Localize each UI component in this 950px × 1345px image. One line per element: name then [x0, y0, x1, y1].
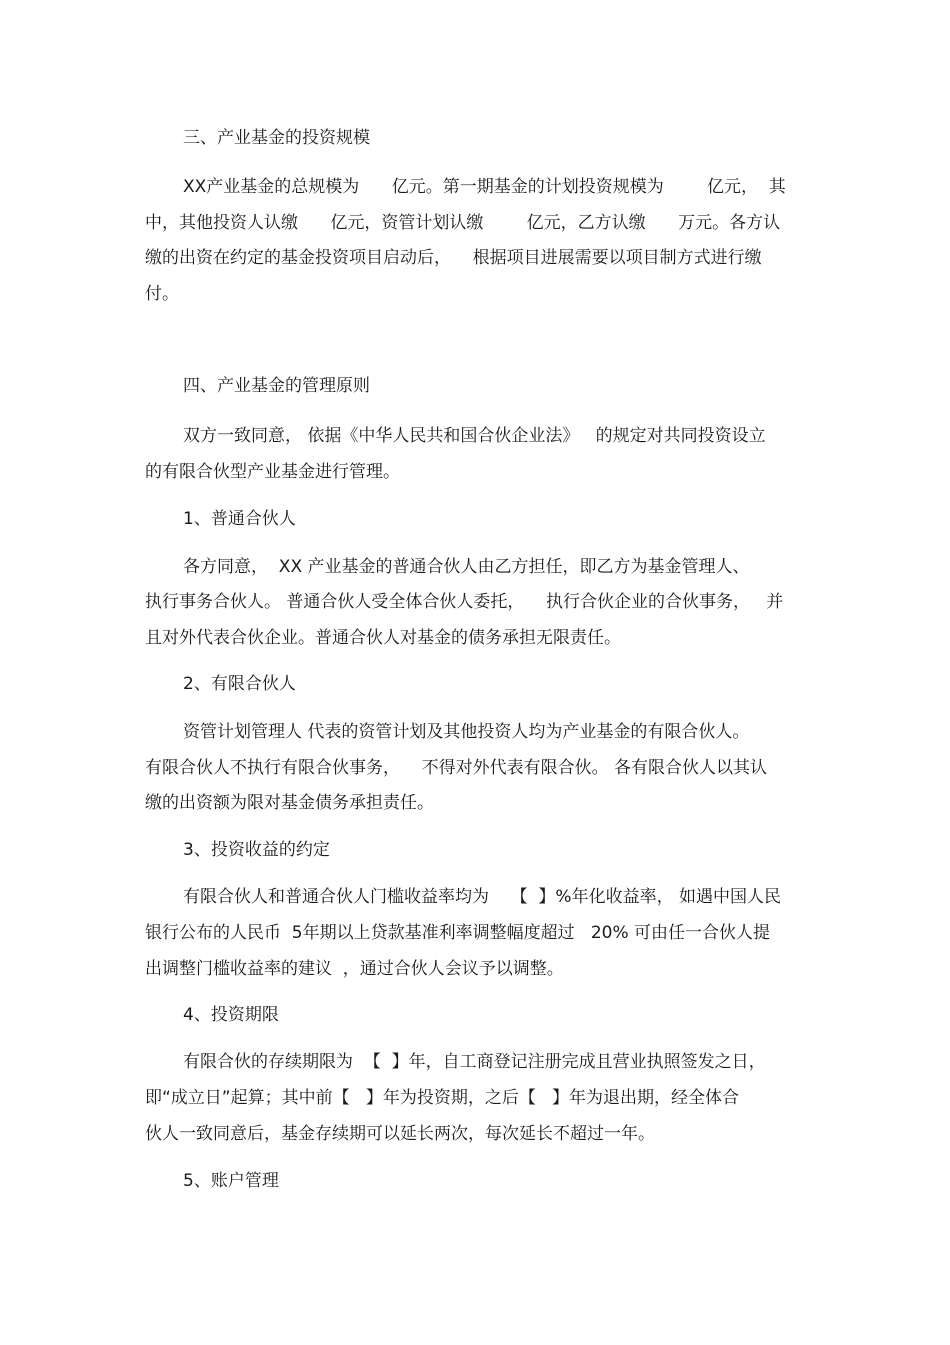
section-4-intro-line-2: 的有限合伙型产业基金进行管理。 — [145, 462, 400, 482]
item-1-line-1: 各方同意， XX 产业基金的普通合伙人由乙方担任，即乙方为基金管理人、 — [183, 557, 750, 577]
item-4-heading: 4、投资期限 — [183, 1005, 279, 1025]
section-4-intro-line-1: 双方一致同意， 依据《中华人民共和国合伙企业法》 的规定对共同投资设立 — [183, 426, 766, 446]
section-3-line-3: 缴的出资在约定的基金投资项目启动后， 根据项目进展需要以项目制方式进行缴 — [145, 248, 762, 268]
item-2-heading: 2、有限合伙人 — [183, 674, 296, 694]
item-1-heading: 1、普通合伙人 — [183, 509, 296, 529]
section-3-line-2: 中，其他投资人认缴 亿元，资管计划认缴 亿元，乙方认缴 万元。各方认 — [145, 213, 781, 233]
item-4-line-2: 即“成立日”起算；其中前【 】年为投资期，之后【 】年为退出期，经全体合 — [145, 1088, 740, 1108]
item-3-line-3: 出调整门槛收益率的建议 ，通过合伙人会议予以调整。 — [145, 959, 564, 979]
section-3-heading: 三、产业基金的投资规模 — [183, 128, 370, 148]
item-3-heading: 3、投资收益的约定 — [183, 840, 330, 860]
section-4-heading: 四、产业基金的管理原则 — [183, 376, 370, 396]
item-4-line-3: 伙人一致同意后，基金存续期可以延长两次，每次延长不超过一年。 — [145, 1124, 655, 1144]
item-4-line-1: 有限合伙的存续期限为 【 】年，自工商登记注册完成且营业执照签发之日， — [183, 1052, 766, 1072]
item-3-line-2: 银行公布的人民币 5年期以上贷款基准利率调整幅度超过 20% 可由任一合伙人提 — [145, 923, 771, 943]
item-3-line-1: 有限合伙人和普通合伙人门槛收益率均为 【 】%年化收益率， 如遇中国人民 — [183, 887, 781, 907]
item-5-heading: 5、账户管理 — [183, 1171, 279, 1191]
item-2-line-2: 有限合伙人不执行有限合伙事务， 不得对外代表有限合伙。 各有限合伙人以其认 — [145, 758, 768, 778]
section-3-line-1: XX产业基金的总规模为 亿元。第一期基金的计划投资规模为 亿元， 其 — [183, 177, 786, 197]
item-2-line-1: 资管计划管理人 代表的资管计划及其他投资人均为产业基金的有限合伙人。 — [183, 722, 750, 742]
item-1-line-3: 且对外代表合伙企业。普通合伙人对基金的债务承担无限责任。 — [145, 628, 621, 648]
item-2-line-3: 缴的出资额为限对基金债务承担责任。 — [145, 793, 434, 813]
item-1-line-2: 执行事务合伙人。 普通合伙人受全体合伙人委托， 执行合伙企业的合伙事务， 并 — [145, 592, 784, 612]
section-3-line-4: 付。 — [145, 284, 179, 304]
